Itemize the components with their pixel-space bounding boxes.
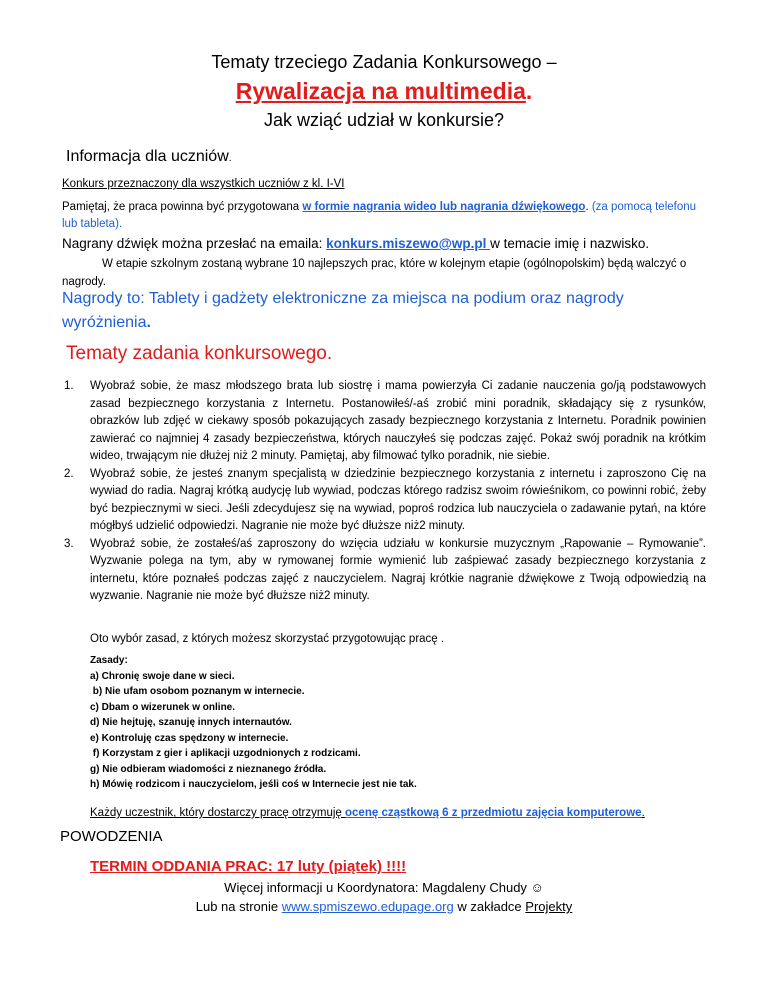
rules-list <box>90 653 417 793</box>
site-line <box>0 899 768 914</box>
deadline-text: TERMIN ODDANIA PRAC: 17 luty (piątek) !!!! <box>90 858 407 875</box>
title-dot: . <box>525 78 533 104</box>
format-dot: . <box>585 201 589 213</box>
format-prefix: Pamiętaj, że praca powinna być przygotowana <box>62 201 303 213</box>
title-text: Rywalizacja na multimedia <box>235 78 526 104</box>
topic-number: 1. <box>64 380 74 392</box>
info-heading-text: Informacja dla uczniów <box>66 148 229 165</box>
topic-number: 2. <box>64 467 74 480</box>
header-title <box>0 78 768 105</box>
header-line3: Jak wziąć udział w konkursie? <box>263 110 505 130</box>
rule-item: d) Nie hejtuję, szanuję innych internautów. <box>90 717 292 728</box>
topic-item <box>64 536 706 606</box>
topic-text: Wyobraź sobie, że jesteś znanym specjalistą w dziedzinie bezpiecznego korzystania z internetu i zaproszono Cię na wywiad do radia. Nagraj krótką audycję lub wywiad, podczas którego radzisz swoim rówieśnikom, co powinni robić, żeby być bezpiecznymi w sieci. Jeśli zdecydujesz się na wywiad, poproś rodzica lub nauczyciela o zadawanie pytań, na które mógłbyś udzielić odpowiedzi. Nagranie nie może być dłuższe niż2 minuty. <box>90 467 706 532</box>
topic-item <box>64 378 706 466</box>
prizes-paragraph <box>62 287 702 335</box>
format-note: (za pomocą telefonu lub tableta). <box>62 201 697 230</box>
info-heading-dot: . <box>228 153 232 164</box>
topic-number: 3. <box>64 537 74 550</box>
topic-item <box>64 466 706 536</box>
grade-prefix: Każdy uczestnik, który dostarczy pracę otrzymuję <box>90 807 346 819</box>
topic-text: Wyobraź sobie, że masz młodszego brata lub siostrę i mama powierzyła Ci zadanie nauczenia go/ją podstawowych zasad bezpiecznego korzystania z Internetu. Postanowiłeś/-aś zrobić mini poradnik, składający się z rysunków, obrazków lub zdjęć w ciekawy sposób pokazujących zasady bezpiecznego korzystania z Internetu. Poradnik powinien zawierać co najmniej 4 zasady bezpieczeństwa, których nauczyłeś się podczas zajęć. Pokaż swój poradnik na krótkim wideo, trwającym nie dłużej niż 2 minuty. Pamiętaj, aby filmować tylko poradnik, nie siebie. <box>90 380 706 462</box>
rules-label: Zasady: <box>90 655 128 666</box>
deadline <box>90 858 406 875</box>
info-heading <box>66 148 232 166</box>
rule-item: b) Nie ufam osobom poznanym w internecie. <box>90 686 305 697</box>
format-paragraph <box>62 199 702 233</box>
rule-item: f) Korzystam z gier i aplikacji uzgodnionych z rodzicami. <box>90 748 361 759</box>
rule-item: g) Nie odbieram wiadomości z nieznanego źródła. <box>90 763 327 775</box>
header-line1: Tematy trzeciego Zadania Konkursowego – <box>211 52 557 72</box>
site-tab[interactable]: Projekty <box>525 899 573 914</box>
email-suffix: w temacie imię i nazwisko. <box>490 236 650 251</box>
site-prefix: Lub na stronie <box>195 899 282 914</box>
contact-line: Więcej informacji u Koordynatora: Magdaleny Chudy ☺ <box>224 880 544 895</box>
rules-intro: Oto wybór zasad, z których możesz skorzystać przygotowując pracę . <box>90 633 445 645</box>
grade-paragraph <box>90 807 645 819</box>
email-paragraph <box>62 236 649 251</box>
grade-link[interactable]: ocenę cząstkową 6 z przedmiotu zajęcia komputerowe <box>345 807 642 819</box>
email-link[interactable]: konkurs.miszewo@wp.pl <box>326 236 491 251</box>
prizes-text: Nagrody to: Tablety i gadżety elektroniczne za miejsca na podium oraz nagrody wyróżnienia <box>62 290 624 331</box>
prizes-dot: . <box>146 314 151 331</box>
grade-suffix: . <box>641 807 645 819</box>
rule-item: e) Kontroluję czas spędzony w internecie. <box>90 732 289 744</box>
topics-list <box>64 378 706 606</box>
topic-text: Wyobraź sobie, że zostałeś/aś zaproszony do wzięcia udziału w konkursie muzycznym „Rapowanie – Rymowanie”. Wyzwanie polega na tym, aby w rymowanej formie wymienić lub zaśpiewać zasady bezpiecznego korzystania z internetu, które poznałeś podczas zajęć z nauczycielem. Nagraj krótkie nagranie dźwiękowe z Twoją odpowiedzią na wyzwanie. Nagranie nie może być dłuższe niż2 minuty. <box>90 537 706 602</box>
stage-paragraph: W etapie szkolnym zostaną wybrane 10 najlepszych prac, które w kolejnym etapie (ogólnopolskim) będą walczyć o nagrody. <box>62 258 687 288</box>
topics-heading: Tematy zadania konkursowego. <box>66 343 333 364</box>
rule-item: a) Chronię swoje dane w sieci. <box>90 670 235 682</box>
rule-item: h) Mówię rodzicom i nauczycielom, jeśli coś w Internecie jest nie tak. <box>90 779 417 790</box>
email-prefix: Nagrany dźwięk można przesłać na emaila: <box>62 236 327 251</box>
site-link[interactable]: www.spmiszewo.edupage.org <box>281 899 454 914</box>
format-link[interactable]: w formie nagrania wideo lub nagrania dźwiękowego <box>302 201 586 213</box>
audience-note: Konkurs przeznaczony dla wszystkich uczniów z kl. I-VI <box>62 178 345 190</box>
site-mid: w zakładce <box>453 899 526 914</box>
rule-item: c) Dbam o wizerunek w online. <box>90 701 236 713</box>
good-luck: POWODZENIA <box>60 828 163 845</box>
